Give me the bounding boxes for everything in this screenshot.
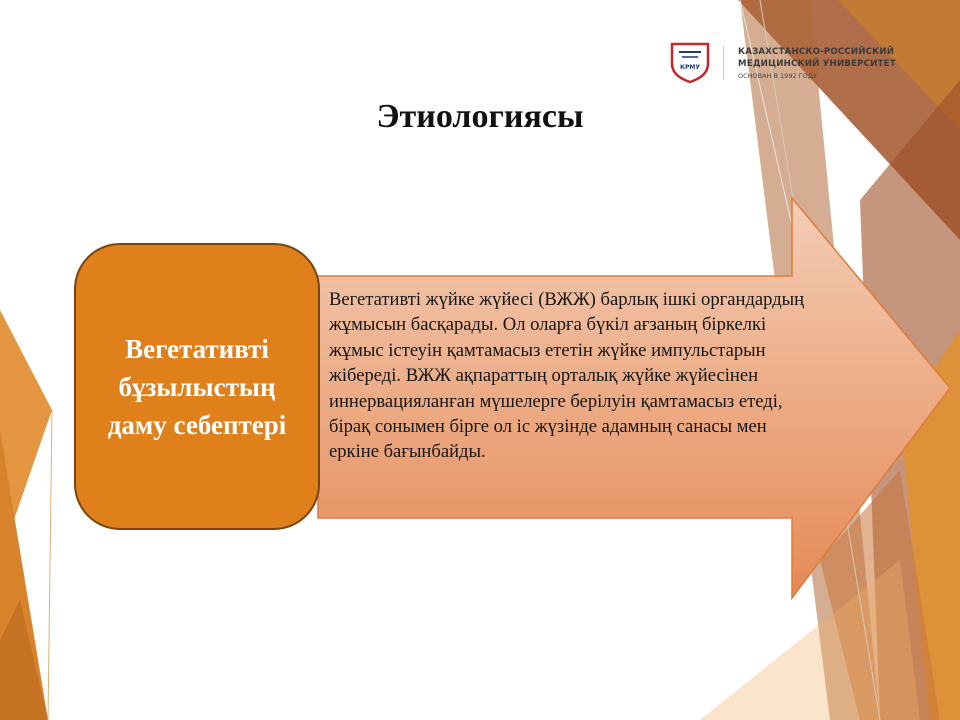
logo-line-1: КАЗАХСТАНСКО-РОССИЙСКИЙ: [738, 47, 895, 57]
logo-line-2: МЕДИЦИНСКИЙ УНИВЕРСИТЕТ: [738, 59, 896, 69]
cause-text: Вегетативті бұзылыстың даму себептері: [107, 333, 287, 440]
facet-line-3: [48, 410, 52, 720]
university-logo: [668, 40, 928, 90]
university-shield-icon: [668, 40, 712, 84]
slide-title: Этиологиясы: [376, 98, 584, 135]
logo-badge-text: КРМУ: [680, 64, 700, 71]
logo-line-3: ОСНОВАН В 1992 ГОДУ: [738, 72, 817, 80]
logo-divider: [723, 46, 724, 80]
cause-box: [74, 243, 320, 530]
description-text: Вегетативті жүйке жүйесі (ВЖЖ) барлық ішкі органдардың жұмысын басқарады. Ол оларға бүкіл ағзаның біркелкі жұмыс істеуін қамтамасыз ететін жүйке импульстарын жібереді. ВЖЖ ақпараттың орталық жүйке жүйесінен иннервацияланған мүшелерге берілуін қамтамасыз етеді, бірақ сонымен бірге ол іс жүзінде адамның санасы мен еркіне бағынбайды.: [329, 289, 805, 463]
